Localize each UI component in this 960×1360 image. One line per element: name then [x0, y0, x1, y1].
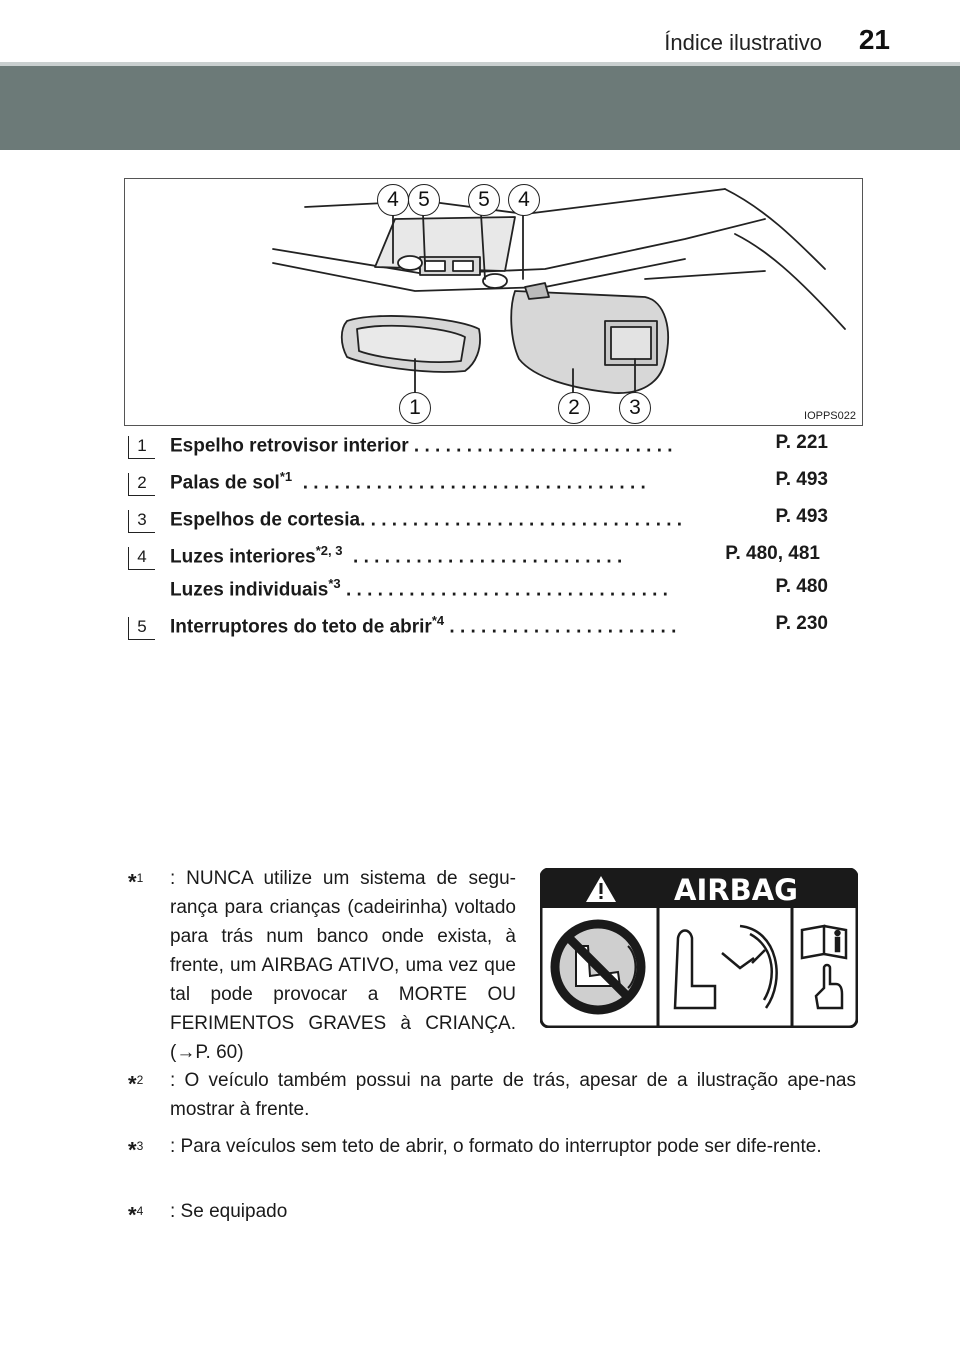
footnote-marker: *$^4$ [128, 1202, 144, 1228]
airbag-title: AIRBAG [674, 873, 798, 907]
headliner-drawing [125, 179, 862, 425]
overhead-console-illustration [124, 178, 863, 426]
item-line [170, 469, 651, 494]
callout-4-left: 4 [377, 184, 409, 216]
item-line [170, 543, 628, 568]
item-number: 2 [128, 473, 155, 496]
callout-1: 1 [399, 392, 431, 424]
item-page-ref[interactable]: P. 480, 481 [725, 543, 820, 564]
item-line [170, 432, 678, 457]
section-title: Índice ilustrativo [664, 30, 822, 55]
no-rear-facing-child-seat-icon [552, 921, 644, 1013]
list-item [128, 613, 828, 650]
callout-5-left: 5 [408, 184, 440, 216]
footnote-4 [128, 1197, 856, 1226]
list-item [128, 506, 828, 543]
item-number: 3 [128, 510, 155, 533]
figure-code: IOPPS022 [804, 410, 856, 422]
list-item [128, 432, 828, 469]
item-sup: *2, 3 [315, 543, 343, 558]
item-list [128, 432, 828, 650]
item-line [170, 506, 687, 531]
item-page-ref[interactable]: P. 493 [775, 506, 828, 527]
callout-2: 2 [558, 392, 590, 424]
footnote-text: : NUNCA utilize um sistema de segu-rança para crianças (cadeirinha) voltado para trás num banco onde exista, à frente, um AIRBAG ATIVO, uma vez que tal pode provocar a MORTE OU FERIMENTOS GRAVES à CRIANÇA. (→P. 60) [170, 868, 516, 1063]
footnote-2 [128, 1066, 856, 1124]
item-page-ref[interactable]: P. 230 [775, 613, 828, 634]
item-label: Espelhos de cortesia [170, 509, 361, 531]
item-dots-2: . . . . . . . . . . . . . . . . . . . . . . . . . . . . . . . [340, 579, 674, 601]
footnote-marker: *$^1$ [128, 869, 144, 895]
item-sup: *4 [431, 613, 445, 628]
item-page-ref-2[interactable]: P. 480 [775, 576, 828, 597]
item-sup: *1 [279, 469, 293, 484]
list-item [128, 469, 828, 506]
airbag-warning-label [540, 868, 858, 1028]
item-label-2: Luzes individuais [170, 579, 329, 601]
list-item [128, 543, 828, 613]
item-page-ref[interactable]: P. 493 [775, 469, 828, 490]
footnote-text: : Se equipado [170, 1201, 288, 1222]
item-label: Luzes interiores [170, 546, 316, 568]
footnote-marker: *$^3$ [128, 1137, 144, 1163]
footnote-1 [128, 864, 516, 1067]
item-dots: . . . . . . . . . . . . . . . . . . . . . . . . . [408, 435, 678, 457]
item-label: Interruptores do teto de abrir [170, 616, 432, 638]
item-dots: . . . . . . . . . . . . . . . . . . . . . . . . . . . . . . . [360, 509, 688, 531]
callout-4-right: 4 [508, 184, 540, 216]
item-line [170, 613, 682, 638]
footnote-text: : O veículo também possui na parte de trás, apesar de a ilustração ape-nas mostrar à frente. [170, 1070, 856, 1120]
item-number: 4 [128, 547, 155, 570]
callout-3: 3 [619, 392, 651, 424]
item-page-ref[interactable]: P. 221 [775, 432, 828, 453]
item-dots: . . . . . . . . . . . . . . . . . . . . . . . . . . [342, 546, 628, 568]
footnote-3 [128, 1132, 856, 1161]
item-sup-2: *3 [328, 576, 341, 591]
item-dots: . . . . . . . . . . . . . . . . . . . . . . [444, 616, 682, 638]
footnote-text: : Para veículos sem teto de abrir, o formato do interruptor pode ser dife-rente. [170, 1136, 822, 1157]
page-number: 21 [858, 24, 890, 55]
page-header [0, 0, 960, 62]
item-label: Palas de sol [170, 472, 280, 494]
item-number: 5 [128, 617, 155, 640]
item-dots: . . . . . . . . . . . . . . . . . . . . . . . . . . . . . . . . . [292, 472, 652, 494]
item-line [170, 576, 673, 601]
footnote-marker: *$^2$ [128, 1071, 144, 1097]
section-band [0, 66, 960, 150]
callout-5-right: 5 [468, 184, 500, 216]
item-number: 1 [128, 436, 155, 459]
item-label: Espelho retrovisor interior [170, 435, 409, 457]
